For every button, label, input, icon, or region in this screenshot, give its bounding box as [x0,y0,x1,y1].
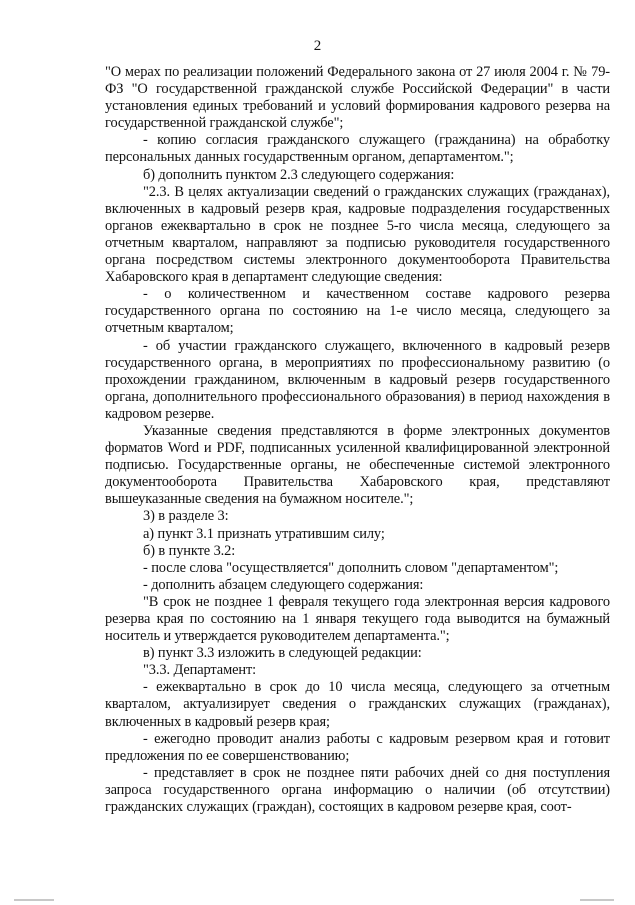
paragraph-consent-copy: - копию согласия гражданского служащего (гражданина) на обработку персональных данных государственным органом, департаментом."; [105,132,610,166]
paragraph-item-3-3-edit: в) пункт 3.3 изложить в следующей редакции: [143,645,422,662]
paragraph-item-3-2: б) в пункте 3.2: [143,542,236,559]
paragraph-section-3: 3) в разделе 3: [143,508,229,525]
paragraph-quarterly-update: - ежеквартально в срок до 10 числа месяца, следующего за отчетным кварталом, актуализирует сведения о гражданских служащих (гражданах), включенных в кадровый резерв края; [105,679,610,730]
paragraph-electronic-documents: Указанные сведения представляются в форме электронных документов форматов Word и PDF, подписанных усиленной квалифицированной электронной подписью. Государственные органы, не обеспеченные системой электронного документооборота Правительства Хабаровского края, представляют вышеуказанные сведения на бумажном носителе."; [105,422,610,508]
paragraph-annual-analysis: - ежегодно проводит анализ работы с кадровым резервом края и готовит предложения по ее совершенствованию; [105,730,610,764]
paragraph-add-word: - после слова "осуществляется" дополнить словом "департаментом"; [143,559,559,576]
paragraph-february-deadline: "В срок не позднее 1 февраля текущего года электронная версия кадрового резерва края по состоянию на 1 января текущего года выводится на бумажный носитель и утверждается руководителем департамента."; [105,593,610,645]
paragraph-continuation: "О мерах по реализации положений Федерального закона от 27 июля 2004 г. № 79-ФЗ "О государственной гражданской службе Российской Федерации" в части установления единых требований и условий формирования кадрового резерва на государственной гражданской службе"; [105,64,610,132]
paragraph-information-request: - представляет в срок не позднее пяти рабочих дней со дня поступления запроса государственного органа информацию о наличии (об отсутствии) гражданских служащих (граждан), состоящих в кадровом резерве края, соот- [105,764,610,816]
page-number: 2 [313,38,322,54]
paragraph-professional-development: - об участии гражданского служащего, включенного в кадровый резерв государственного органа, в мероприятиях по профессиональному развитию (о прохождении гражданином, включенным в кадровый резерв государственного органа, дополнительного профессионального образования) в период нахождения в кадровом резерве. [105,337,610,422]
paragraph-add-subparagraph: - дополнить абзацем следующего содержания: [143,576,424,593]
paragraph-department-heading: "3.3. Департамент: [143,662,257,679]
paragraph-quantitative-composition: - о количественном и качественном составе кадрового резерва государственного органа по состоянию на 1-е число месяца, следующего за отчетным кварталом; [105,286,610,337]
document-body [105,64,610,816]
scan-edge-mark-right [580,899,614,901]
paragraph-add-item-2-3: б) дополнить пунктом 2.3 следующего содержания: [143,166,455,183]
paragraph-item-3-1: а) пункт 3.1 признать утратившим силу; [143,525,385,542]
paragraph-item-2-3: "2.3. В целях актуализации сведений о гражданских служащих (гражданах), включенных в кадровый резерв края, кадровые подразделения государственных органов ежеквартально в срок не позднее 5-го числа месяца, следующего за отчетным кварталом, направляют за подписью руководителя государственного органа посредством системы электронного документооборота Правительства Хабаровского края в департамент следующие сведения: [105,183,610,286]
scan-edge-mark-left [14,899,54,901]
